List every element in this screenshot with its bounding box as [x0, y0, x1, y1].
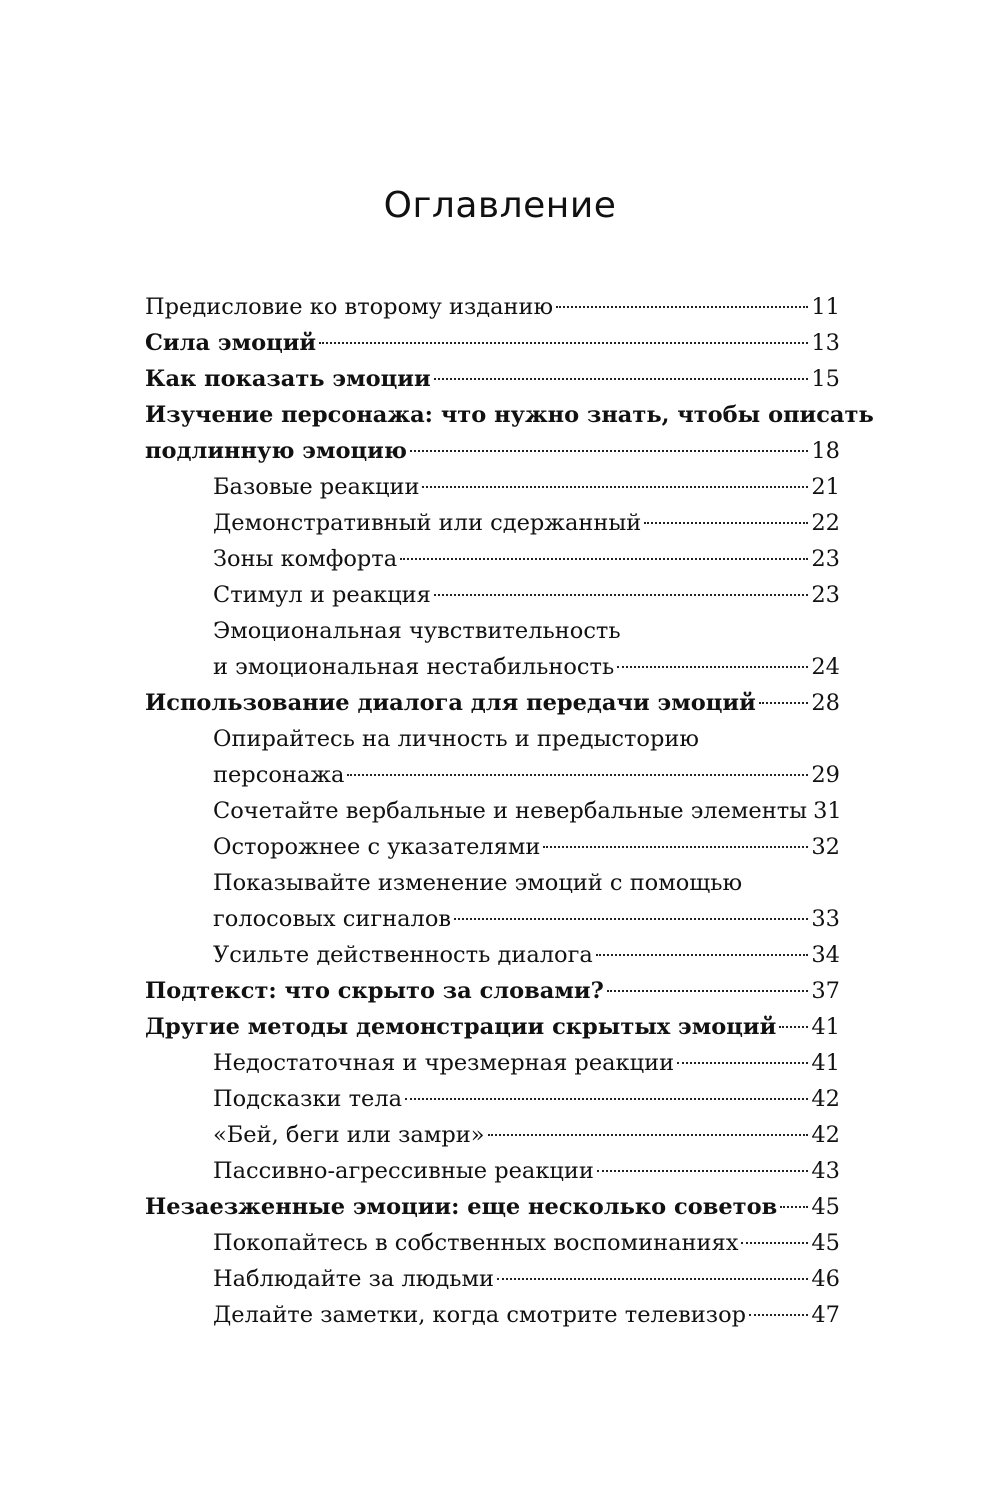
toc-subentry — [145, 469, 840, 505]
toc-entry-title: Подтекст: что скрыто за словами? — [145, 978, 604, 1004]
toc-page-number: 28 — [811, 690, 840, 716]
toc-page-number: 15 — [811, 366, 840, 392]
dot-leader — [677, 1062, 808, 1064]
toc-subentry — [145, 1153, 840, 1189]
toc-entry-title: Базовые реакции — [213, 474, 420, 500]
dot-leader — [749, 1314, 808, 1316]
toc-entry — [145, 289, 840, 325]
dot-leader — [617, 666, 808, 668]
page-title: Оглавление — [383, 185, 617, 226]
toc-subentry — [145, 829, 840, 865]
dot-leader — [400, 558, 808, 560]
toc-subentry — [145, 1297, 840, 1333]
toc-page-number: 37 — [811, 978, 840, 1004]
toc-page-number: 33 — [811, 906, 840, 932]
toc-subentry — [145, 937, 840, 973]
toc-page-number: 22 — [811, 510, 840, 536]
toc-subentry — [145, 577, 840, 613]
toc-subentry — [145, 757, 840, 793]
toc-page-number: 41 — [811, 1050, 840, 1076]
toc-subentry — [145, 865, 840, 901]
toc-subentry — [145, 901, 840, 937]
toc-subentry — [145, 613, 840, 649]
toc-entry-title: Стимул и реакция — [213, 582, 431, 608]
toc-entry-title: Сочетайте вербальные и невербальные элементы — [213, 798, 808, 824]
dot-leader — [434, 378, 809, 380]
toc-entry — [145, 325, 840, 361]
toc-subentry — [145, 1117, 840, 1153]
toc-subentry — [145, 505, 840, 541]
toc-entry-title: голосовых сигналов — [213, 906, 452, 932]
toc-subentry — [145, 649, 840, 685]
dot-leader — [454, 918, 808, 920]
toc-page-number: 11 — [811, 294, 840, 320]
toc-page-number: 23 — [811, 582, 840, 608]
toc-entry-title: «Бей, беги или замри» — [213, 1122, 485, 1148]
dot-leader — [556, 306, 808, 308]
toc-subentry — [145, 1225, 840, 1261]
dot-leader — [780, 1206, 808, 1208]
toc-subentry — [145, 793, 840, 829]
toc-subentry — [145, 1045, 840, 1081]
toc-entry — [145, 685, 840, 721]
toc-page-number: 13 — [811, 330, 840, 356]
toc-entry — [145, 1189, 840, 1225]
toc-entry-title: Демонстративный или сдержанный — [213, 510, 642, 536]
toc-entry-title: Показывайте изменение эмоций с помощью — [213, 870, 743, 896]
toc-entry-title: Использование диалога для передачи эмоций — [145, 690, 756, 716]
toc-entry-title: Пассивно-агрессивные реакции — [213, 1158, 594, 1184]
toc-page-number: 18 — [811, 438, 840, 464]
toc-subentry — [145, 541, 840, 577]
table-of-contents — [145, 289, 874, 1333]
toc-page-number: 42 — [811, 1122, 840, 1148]
toc-entry-title: Недостаточная и чрезмерная реакции — [213, 1050, 675, 1076]
toc-entry — [145, 433, 840, 469]
toc-entry-title: подлинную эмоцию — [145, 438, 407, 464]
toc-entry — [145, 397, 874, 433]
toc-entry-title: Сила эмоций — [145, 330, 317, 356]
toc-page-number: 42 — [811, 1086, 840, 1112]
dot-leader — [488, 1134, 809, 1136]
toc-entry-title: Делайте заметки, когда смотрите телевизор — [213, 1302, 747, 1328]
toc-entry-title: и эмоциональная нестабильность — [213, 654, 615, 680]
toc-page-number: 23 — [811, 546, 840, 572]
toc-entry-title: Покопайтесь в собственных воспоминаниях — [213, 1230, 739, 1256]
toc-entry-title: Предисловие ко второму изданию — [145, 294, 554, 320]
dot-leader — [607, 990, 809, 992]
toc-entry-title: Незаезженные эмоции: еще несколько советов — [145, 1194, 778, 1220]
toc-page-number: 29 — [811, 762, 840, 788]
dot-leader — [422, 486, 808, 488]
toc-page-number: 46 — [811, 1266, 840, 1292]
toc-page-number: 24 — [811, 654, 840, 680]
dot-leader — [644, 522, 808, 524]
dot-leader — [405, 1098, 808, 1100]
toc-page-number: 34 — [811, 942, 840, 968]
toc-entry-title: персонажа — [213, 762, 345, 788]
toc-page-number: 43 — [811, 1158, 840, 1184]
toc-entry-title: Как показать эмоции — [145, 366, 431, 392]
dot-leader — [497, 1278, 808, 1280]
dot-leader — [319, 342, 808, 344]
toc-entry-title: Подсказки тела — [213, 1086, 403, 1112]
toc-entry-title: Другие методы демонстрации скрытых эмоций — [145, 1014, 777, 1040]
toc-page-number: 45 — [811, 1230, 840, 1256]
toc-page-number: 31 — [813, 798, 842, 824]
toc-entry-title: Зоны комфорта — [213, 546, 398, 572]
toc-entry-title: Наблюдайте за людьми — [213, 1266, 494, 1292]
toc-entry-title: Усильте действенность диалога — [213, 942, 593, 968]
dot-leader — [741, 1242, 808, 1244]
dot-leader — [434, 594, 809, 596]
toc-entry — [145, 1009, 840, 1045]
toc-page-number: 41 — [811, 1014, 840, 1040]
dot-leader — [347, 774, 808, 776]
toc-page-number: 32 — [811, 834, 840, 860]
toc-page-number: 45 — [811, 1194, 840, 1220]
toc-page-number: 21 — [811, 474, 840, 500]
dot-leader — [779, 1026, 808, 1028]
dot-leader — [543, 846, 808, 848]
dot-leader — [596, 954, 809, 956]
toc-entry-title: Осторожнее с указателями — [213, 834, 541, 860]
dot-leader — [759, 702, 809, 704]
dot-leader — [597, 1170, 808, 1172]
toc-entry — [145, 361, 840, 397]
toc-subentry — [145, 1081, 840, 1117]
toc-subentry — [145, 1261, 840, 1297]
toc-page-number: 47 — [811, 1302, 840, 1328]
toc-entry-title: Опирайтесь на личность и предысторию — [213, 726, 699, 752]
toc-entry — [145, 973, 840, 1009]
toc-entry-title: Изучение персонажа: что нужно знать, чтобы описать — [145, 402, 874, 428]
toc-subentry — [145, 721, 840, 757]
toc-entry-title: Эмоциональная чувствительность — [213, 618, 621, 644]
dot-leader — [410, 450, 808, 452]
